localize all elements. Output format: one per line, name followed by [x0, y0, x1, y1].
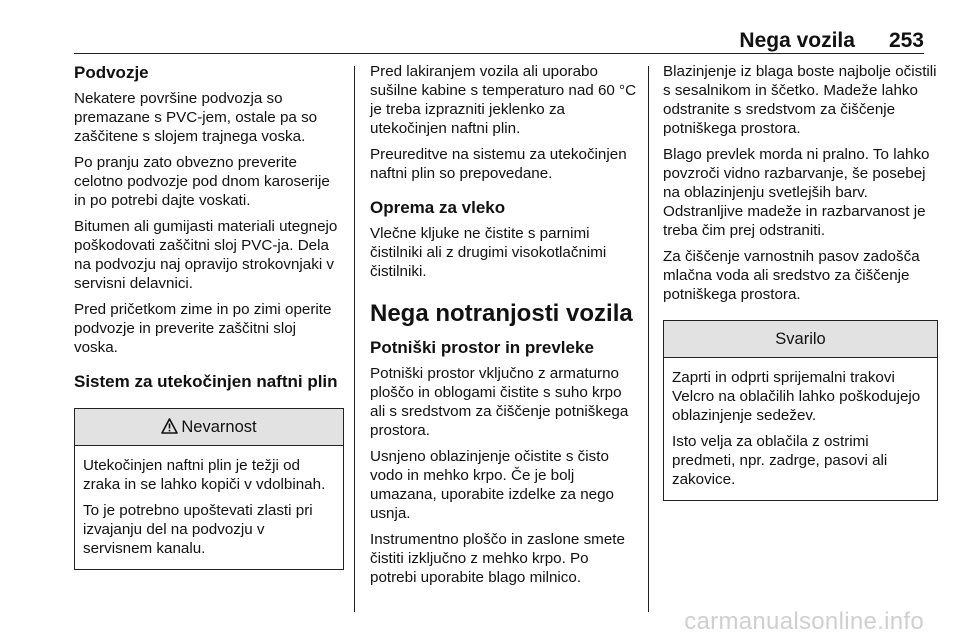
paragraph: Utekočinjen naftni plin je težji od zraka in se lahko kopiči v vdolbinah. [83, 457, 326, 493]
paragraph: Nekatere površine podvozja so premazane s PVC-jem, ostale pa so zaščitene s slojem trajnega voska. [74, 90, 318, 145]
paragraph: Potniški prostor vključno z armaturno ploščo in oblogami čistite s suho krpo ali s sredstvom za čiščenje potniškega prostora. [370, 365, 629, 439]
danger-box-title [75, 409, 343, 446]
paragraph: Vlečne kljuke ne čistite s parnimi čistilniki ali z drugimi visokotlačnimi čistilniki. [370, 225, 607, 280]
paragraph: Pred pričetkom zime in po zimi operite podvozje in preverite zaščitni sloj voska. [74, 301, 332, 356]
column-divider-2 [648, 66, 649, 612]
caution-box-body [664, 358, 937, 500]
paragraph: Instrumentno ploščo in zaslone smete čistiti izključno z mehko krpo. Po potrebi uporabite blago milnico. [370, 531, 625, 586]
warning-triangle-icon [161, 411, 178, 447]
paragraph: Usnjeno oblazinjenje očistite s čisto vodo in mehko krpo. Če je bolj umazana, uporabite izdelke za nego usnja. [370, 448, 615, 522]
paragraph: To je potrebno upoštevati zlasti pri izvajanju del na podvozju v servisnem kanalu. [83, 502, 313, 557]
column-divider-1 [354, 66, 355, 612]
heading-potniski-prostor: Potniški prostor in prevleke [370, 338, 594, 357]
paragraph: Blazinjenje iz blaga boste najbolje očistili s sesalnikom in ščetko. Madeže lahko odstranite s sredstvom za čiščenje potniškega prostora. [663, 63, 937, 137]
section-title: Nega vozila [739, 29, 855, 52]
danger-box-body [75, 446, 343, 569]
paragraph: Zaprti in odprti sprijemalni trakovi Velcro na oblačilih lahko poškodujejo oblazinjenje sedežev. [672, 369, 921, 424]
heading-sistem-lpg: Sistem za utekočinjen naftni plin [74, 372, 338, 391]
page-header [739, 26, 924, 56]
paragraph: Bitumen ali gumijasti materiali utegnejo poškodovati zaščitni sloj PVC-ja. Dela na podvozju naj opravijo strokovnjaki v servisni delavnici. [74, 218, 338, 292]
paragraph: Pred lakiranjem vozila ali uporabo sušilne kabine s temperaturo nad 60 °C je treba izprazniti jeklenko za utekočinjen naftni plin. [370, 63, 637, 137]
paragraph: Za čiščenje varnostnih pasov zadošča mlačna voda ali sredstvo za čiščenje potniškega prostora. [663, 248, 920, 303]
heading-podvozje: Podvozje [74, 63, 149, 82]
page-number: 253 [888, 29, 924, 52]
column-1 [74, 62, 344, 570]
danger-box [74, 408, 344, 570]
column-3 [663, 62, 938, 501]
caution-box [663, 320, 938, 501]
caution-box-title: Svarilo [664, 321, 937, 358]
watermark: carmanualsonline.info [684, 608, 924, 635]
paragraph: Isto velja za oblačila z ostrimi predmeti, npr. zadrge, pasovi ali zakovice. [672, 433, 888, 488]
heading-nega-notranjosti: Nega notranjosti vozila [370, 300, 633, 327]
column-2 [370, 62, 638, 594]
header-divider [74, 53, 924, 54]
danger-title-text: Nevarnost [181, 418, 257, 436]
heading-oprema-za-vleko: Oprema za vleko [370, 198, 506, 217]
paragraph: Preureditve na sistemu za utekočinjen naftni plin so prepovedane. [370, 146, 627, 182]
paragraph: Po pranju zato obvezno preverite celotno podvozje pod dnom karoserije in po potrebi dajte voskati. [74, 154, 330, 209]
paragraph: Blago prevlek morda ni pralno. To lahko povzroči vidno razbarvanje, še posebej na oblazinjenju svetlejših barv. Odstranljive madeže in razbarvanost je treba čim prej odstraniti. [663, 146, 930, 239]
